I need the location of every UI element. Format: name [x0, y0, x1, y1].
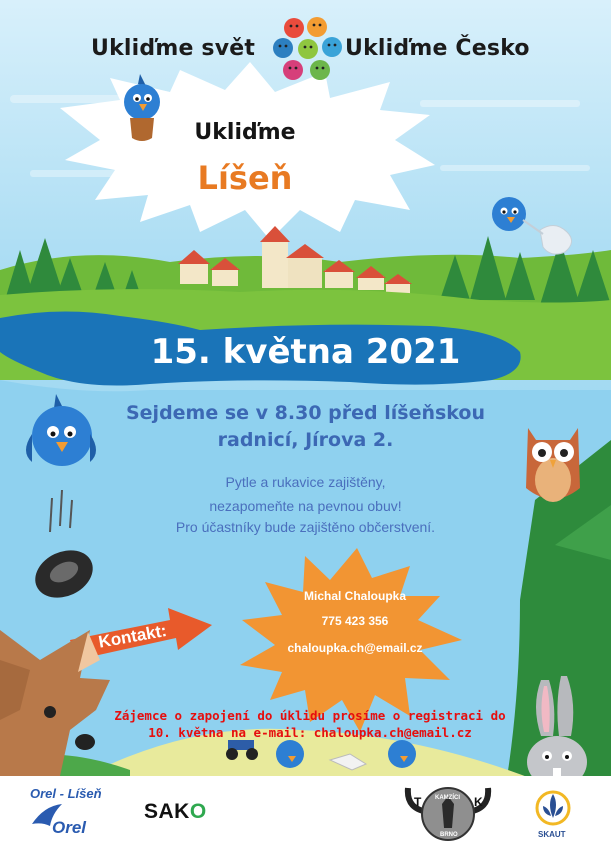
sako-logo: [144, 800, 207, 824]
tire-icon: [22, 488, 102, 618]
kamzici-right-letter: K: [474, 795, 483, 809]
cloud-title: [120, 120, 370, 197]
blue-bird-icon: [485, 192, 585, 262]
blue-bird-icon: [20, 392, 102, 480]
registration-line1: Zájemce o zapojení do úklidu prosíme o registraci do: [114, 708, 506, 723]
contact-name: Michal Chaloupka: [303, 589, 407, 603]
registration-note: [75, 707, 545, 741]
info-line3: Pro účastníky bude zajištěno občerstvení.: [175, 519, 436, 535]
meeting-line1: Sejdeme se v 8.30 před líšeňskou: [125, 402, 485, 424]
header-right-text: Ukliďme Česko: [345, 36, 530, 61]
meeting-info: [100, 400, 511, 454]
owl-icon: [520, 418, 586, 510]
colorful-faces-logo: [270, 15, 346, 85]
contact-email[interactable]: chaloupka.ch@email.cz: [287, 641, 423, 655]
kontakt-label: Kontakt:: [97, 621, 169, 652]
kamzici-bottom-text: BRNO: [440, 832, 458, 838]
orel-lisen-text: Orel - Líšeň: [30, 786, 102, 801]
info-line2: nezapomeňte na pevnou obuv!: [209, 498, 402, 514]
contact-phone: 775 423 356: [321, 614, 389, 628]
skaut-text: SKAUT: [538, 830, 566, 839]
kamzici-brno-logo: [404, 782, 492, 844]
kamzici-top-text: KAMZÍCI: [435, 795, 460, 801]
meeting-line2: radnicí, Jírova 2.: [217, 429, 394, 451]
info-line1: Pytle a rukavice zajištěny,: [225, 474, 386, 490]
registration-line2: 10. května na e-mail: chaloupka.ch@email.cz: [148, 725, 472, 740]
sako-prefix: SAK: [144, 800, 190, 823]
sako-suffix: O: [189, 800, 207, 823]
orel-logo-text: Orel: [52, 818, 87, 837]
deer-icon: [0, 600, 120, 776]
skaut-lily-icon: [535, 790, 571, 830]
kamzici-left-letter: T: [414, 795, 422, 809]
title-line1: Ukliďme: [194, 120, 296, 145]
event-date: 15. května 2021: [150, 332, 461, 372]
info-block: [130, 470, 481, 518]
title-line2: Líšeň: [197, 159, 293, 197]
header-left-text: Ukliďme svět: [91, 36, 256, 61]
